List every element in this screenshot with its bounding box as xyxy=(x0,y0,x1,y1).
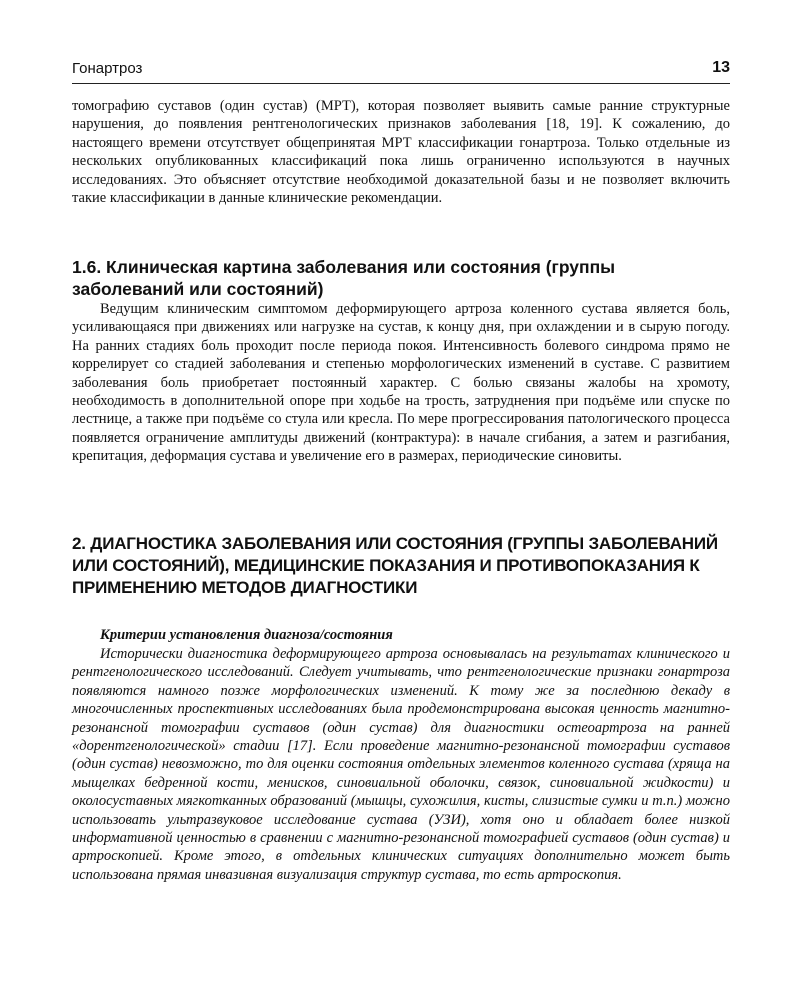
paragraph-mri: томографию суставов (один сустав) (МРТ), которая позволяет выявить самые ранние структурные нарушения, до появления рентгенологических признаков заболевания [18, 19]. К сожалению, до настоящего времени отсутствует общепринятая МРТ классификации гонартроза. Только отдельные из нескольких опубликованных классификаций пока лишь ограниченно используются в научных исследованиях. Это объясняет отсутствие необходимой доказательной базы и не позволяет включить такие классификации в данные клинические рекомендации. xyxy=(72,98,730,207)
running-title: Гонартроз xyxy=(72,60,143,77)
paragraph-clinical-picture: Ведущим клиническим симптомом деформирующего артроза коленного сустава является боль, усиливающаяся при движениях или нагрузке на сустав, к концу дня, при охлаждении и в сырую погоду. На ранних стадиях боль проходит после периода покоя. Интенсивность болевого синдрома прямо не коррелирует со стадией заболевания и степенью морфологических изменений в суставе. С развитием заболевания боль приобретает постоянный характер. С болью связаны жалобы на хромоту, необходимость в дополнительной опоре при ходьбе на трость, затруднения при подъёме или спуске по лестнице, а также при подъёме со стула или кресла. По мере прогрессирования патологического процесса появляется ограничение амплитуды движений (контрактура): в начале сгибания, а затем и разгибания, крепитация, деформация сустава и увеличение его в размерах, периодические синовиты. xyxy=(72,301,730,465)
paragraph-diagnostics: Исторически диагностика деформирующего артроза основывалась на результатах клинического и рентгенологического исследований. Следует учитывать, что рентгенологические признаки гонартроза появляются намного позже морфологических изменений. К тому же за последнюю декаду в многочисленных проспективных исследованиях была продемонстрирована высокая ценность магнитно-резонансной томографии суставов (один сустав) для диагностики остеоартроза на ранней «дорентгенологической» стадии [17]. Если проведение магнитно-резонансной томографии суставов (один сустав) невозможно, то для оценки состояния отдельных элементов коленного сустава (хряща на мыщелках бедренной кости, менисков, синовиальной оболочки, связок, синовиальной жидкости) и околосуставных мягкотканных образований (мышцы, сухожилия, кисты, слизистые сумки и т.п.) можно использовать ультразвуковое исследование сустава (УЗИ), хотя оно и обладает более низкой информативной ценностью в сравнении с магнитно-резонансной томографией суставов (один сустав) и артроскопией. Кроме этого, в отдельных клинических ситуациях дополнительно может быть использована прямая инвазивная визуализация структур сустава, то есть артроскопия. xyxy=(72,646,730,883)
section-heading-1-6: 1.6. Клиническая картина заболевания или состояния (группы заболеваний или состояний) xyxy=(72,257,616,299)
header-divider xyxy=(72,83,730,84)
running-head xyxy=(72,58,730,82)
section-heading-2: 2. ДИАГНОСТИКА ЗАБОЛЕВАНИЯ ИЛИ СОСТОЯНИЯ (ГРУППЫ ЗАБОЛЕВАНИЙ ИЛИ СОСТОЯНИЙ), МЕДИЦИНСКИЕ ПОКАЗАНИЯ И ПРОТИВОПОКАЗАНИЯ К ПРИМЕНЕНИЮ МЕТОДОВ ДИАГНОСТИКИ xyxy=(72,534,718,597)
criteria-subheading: Критерии установления диагноза/состояния xyxy=(100,627,393,643)
page-number: 13 xyxy=(712,59,730,76)
